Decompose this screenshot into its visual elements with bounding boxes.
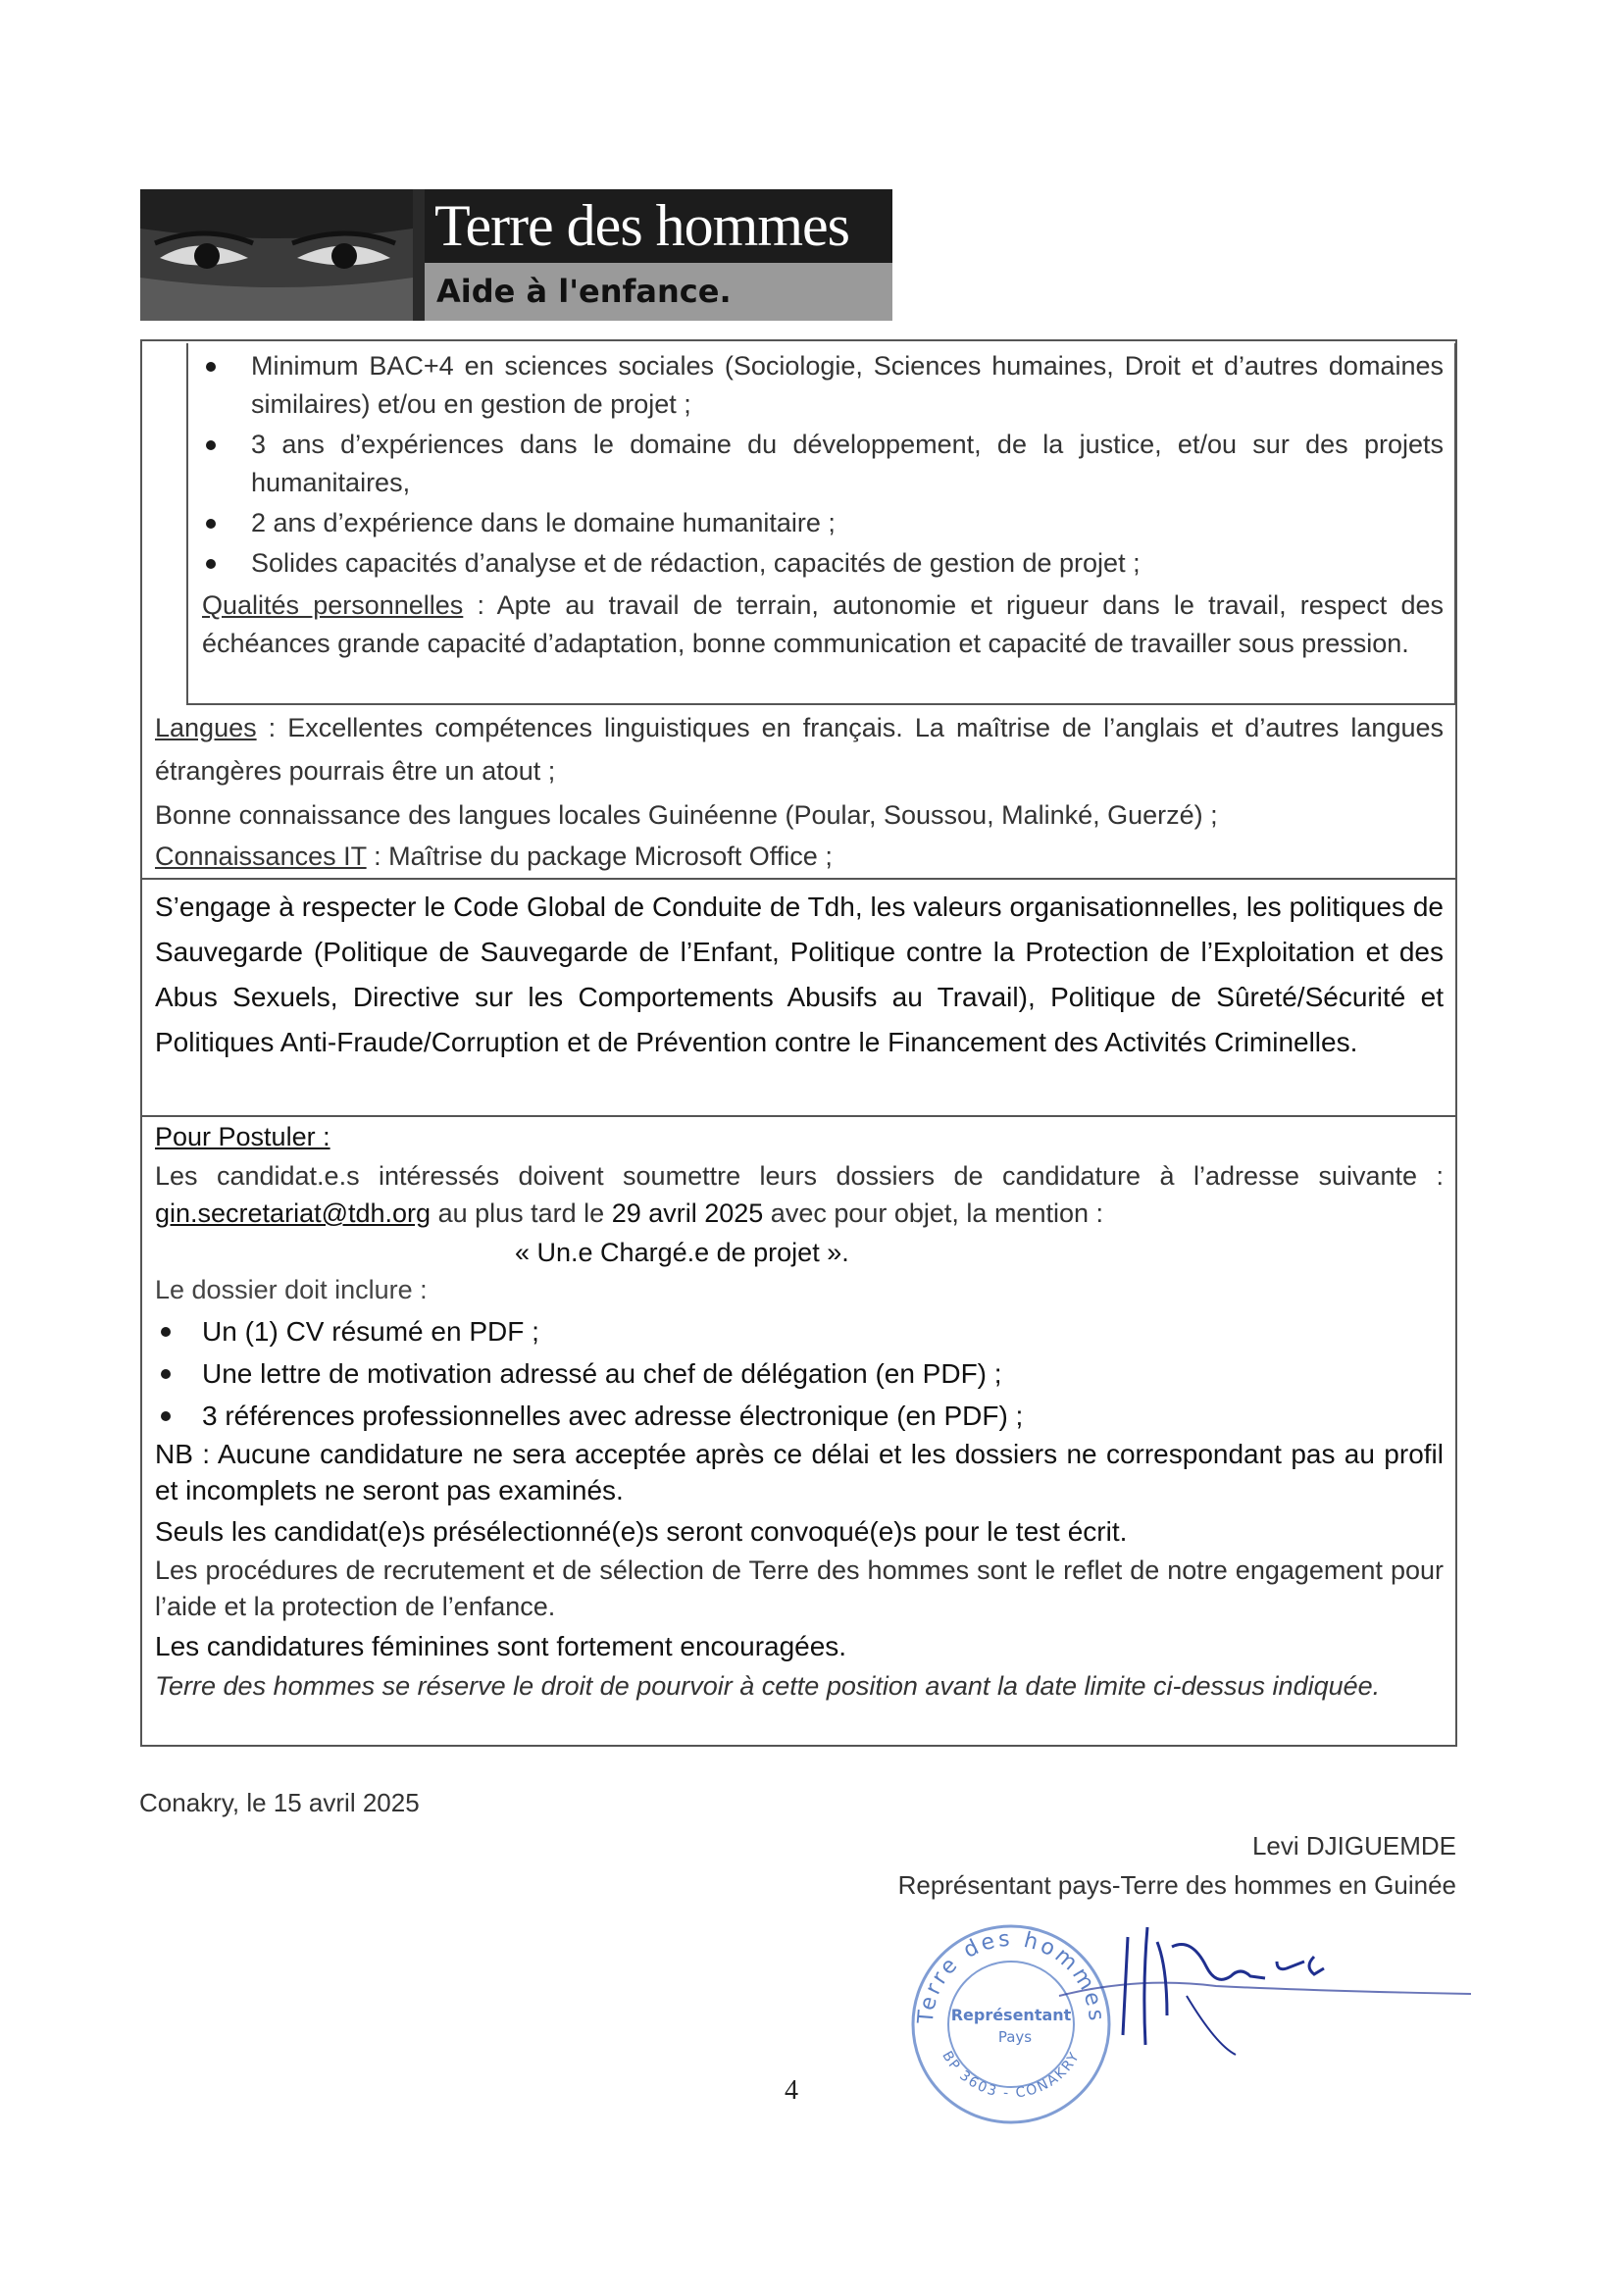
bullet-icon	[206, 440, 216, 450]
apply-intro	[155, 1157, 1444, 1232]
dossier-item-text: Un (1) CV résumé en PDF ;	[202, 1316, 539, 1347]
dossier-item	[202, 1352, 1444, 1395]
apply-email-link[interactable]: gin.secretariat@tdh.org	[155, 1198, 431, 1228]
procedures-note	[155, 1553, 1444, 1625]
shortlist-note	[155, 1513, 1444, 1551]
requirement-item	[251, 426, 1444, 502]
women-note	[155, 1628, 1444, 1665]
bullet-icon	[161, 1411, 171, 1421]
reserve-text: Terre des hommes se réserve le droit de pourvoir à cette position avant la date limite ci-dessus indiquée.	[155, 1671, 1381, 1701]
apply-subject	[515, 1234, 1201, 1271]
reserve-note	[155, 1668, 1444, 1704]
requirement-text: 2 ans d’expérience dans le domaine humanitaire ;	[251, 508, 836, 537]
dossier-item-text: Une lettre de motivation adressé au chef de délégation (en PDF) ;	[202, 1358, 1002, 1389]
dossier-intro-text: Le dossier doit inclure :	[155, 1275, 428, 1304]
requirement-text: Minimum BAC+4 en sciences sociales (Sociologie, Sciences humaines, Droit et d’autres domaines similaires) et/ou en gestion de projet ;	[251, 351, 1444, 419]
logo-title: Terre des hommes	[425, 189, 892, 263]
apply-intro-text: Les candidat.e.s intéressés doivent soumettre leurs dossiers de candidature à l’adresse suivante :	[155, 1161, 1444, 1191]
qualities-label: Qualités personnelles	[202, 590, 464, 620]
nb-note	[155, 1436, 1444, 1508]
tdh-logo	[140, 189, 892, 321]
stamp-bottom-text: BP 3603 - CONAKRY	[939, 2048, 1084, 2102]
dossier-intro	[155, 1271, 841, 1308]
languages-label: Langues	[155, 713, 257, 742]
logo-separator	[413, 189, 425, 321]
dossier-item-text: 3 références professionnelles avec adresse électronique (en PDF) ;	[202, 1401, 1024, 1431]
stamp-ring-text: Terre des hommes	[913, 1926, 1109, 2025]
table-bottom-border	[140, 1745, 1457, 1747]
qualities-text: : Apte au travail de terrain, autonomie et rigueur dans le travail, respect des échéances grande capacité d’adaptation, bonne communication et capacité de travailler sous pression.	[202, 590, 1444, 658]
requirement-item	[251, 347, 1444, 424]
deadline-suffix: avec pour objet, la mention :	[763, 1198, 1103, 1228]
local-languages	[155, 795, 1444, 835]
profile-section	[251, 347, 1444, 583]
personal-qualities	[202, 586, 1444, 663]
apply-subject-text: « Un.e Chargé.e de projet ».	[515, 1238, 849, 1267]
dossier-list	[202, 1310, 1444, 1437]
apply-heading	[155, 1118, 743, 1155]
stamp-center-line2: Pays	[997, 2028, 1033, 2046]
signer-name: Levi DJIGUEMDE	[1251, 1831, 1456, 1861]
commitment-text: S’engage à respecter le Code Global de Conduite de Tdh, les valeurs organisationnelles, les politiques de Sauvegarde (Politique de Sauvegarde de l’Enfant, Politique contre la Protection de l’Exploitation et des Abus Sexuels, Directive sur les Comportements Abusifs au Travail), Politique de Sûreté/Sécurité et Politiques Anti-Fraude/Corruption et de Prévention contre le Financement des Activités Criminelles.	[155, 892, 1444, 1057]
procedures-text: Les procédures de recrutement et de sélection de Terre des hommes sont le reflet de notre engagement pour l’aide et la protection de l’enfance.	[155, 1555, 1444, 1621]
dossier-item	[202, 1395, 1444, 1437]
requirements-list	[251, 347, 1444, 583]
table-top-border	[140, 339, 1457, 341]
commitment-section	[155, 885, 1444, 1065]
dossier-item	[202, 1310, 1444, 1352]
handwritten-signature	[1020, 1908, 1471, 2065]
dossier-list-wrap	[202, 1310, 1444, 1437]
bullet-icon	[161, 1327, 171, 1337]
table-left-border	[140, 340, 142, 1745]
languages-section	[155, 706, 1444, 792]
bullet-icon	[161, 1369, 171, 1379]
divider-commitment	[140, 1115, 1457, 1117]
stamp-center-line1: Représentant	[950, 2006, 1072, 2024]
signer-title: Représentant pays-Terre des hommes en Guinée	[897, 1870, 1456, 1900]
page-number: 4	[785, 2075, 798, 2106]
women-text: Les candidatures féminines sont fortement encouragées.	[155, 1631, 847, 1661]
deadline-date: 29 avril 2025	[611, 1198, 764, 1228]
requirement-text: Solides capacités d’analyse et de rédaction, capacités de gestion de projet ;	[251, 548, 1141, 578]
requirement-item	[251, 504, 1444, 542]
local-languages-text: Bonne connaissance des langues locales Guinéenne (Poular, Soussou, Malinké, Guerzé) ;	[155, 800, 1218, 830]
apply-heading-text: Pour Postuler :	[155, 1122, 330, 1151]
deadline-prefix: au plus tard le	[431, 1198, 612, 1228]
logo-eyes-photo	[140, 189, 413, 321]
requirement-item	[251, 544, 1444, 583]
divider-languages	[140, 878, 1457, 880]
it-text: : Maîtrise du package Microsoft Office ;	[366, 841, 833, 871]
bullet-icon	[206, 362, 216, 372]
it-skills	[155, 837, 1444, 876]
nb-text: NB : Aucune candidature ne sera acceptée après ce délai et les dossiers ne correspondant pas au profil et incomplets ne seront pas examinés.	[155, 1439, 1444, 1505]
requirement-text: 3 ans d’expériences dans le domaine du développement, de la justice, et/ou sur des projets humanitaires,	[251, 430, 1444, 497]
shortlist-text: Seuls les candidat(e)s présélectionné(e)s seront convoqué(e)s pour le test écrit.	[155, 1516, 1128, 1547]
languages-text: : Excellentes compétences linguistiques en français. La maîtrise de l’anglais et d’autres langues étrangères pourrais être un atout ;	[155, 713, 1444, 786]
place-date: Conakry, le 15 avril 2025	[139, 1788, 420, 1817]
bullet-icon	[206, 559, 216, 569]
logo-subtitle: Aide à l'enfance.	[425, 263, 892, 321]
it-label: Connaissances IT	[155, 841, 367, 871]
bullet-icon	[206, 519, 216, 529]
